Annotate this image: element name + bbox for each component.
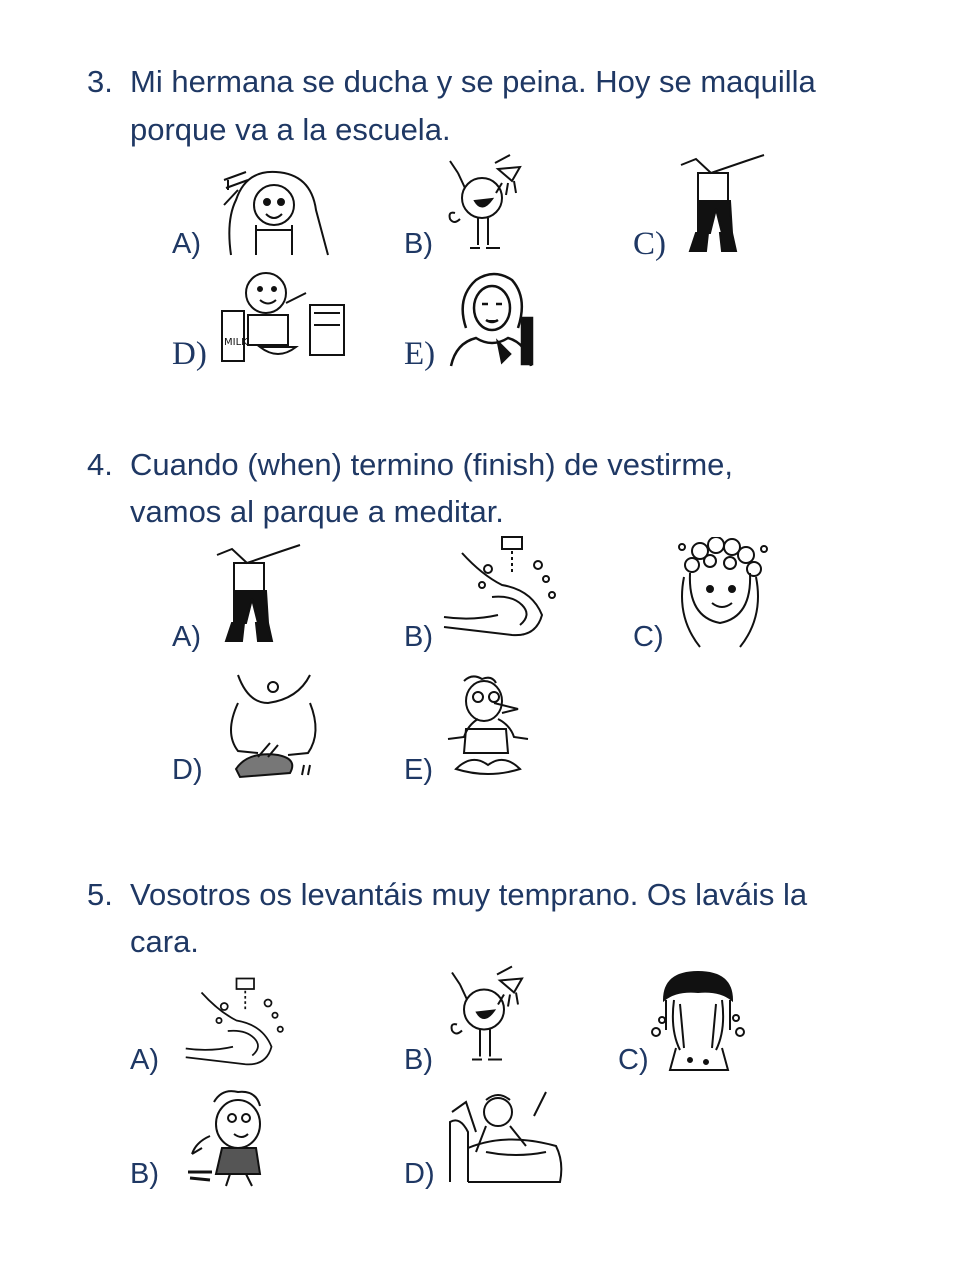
option-label[interactable]: C)	[618, 1044, 649, 1076]
boy-washing-hair-icon[interactable]	[670, 537, 770, 649]
option-label[interactable]: B)	[404, 1044, 433, 1076]
option-label[interactable]: A)	[130, 1044, 159, 1076]
question-number: 5.	[87, 877, 113, 912]
question-text-line: porque va a la escuela.	[130, 112, 451, 147]
washing-face-icon[interactable]	[650, 970, 748, 1072]
option-label[interactable]: C)	[633, 621, 664, 653]
option-label[interactable]: E)	[404, 336, 436, 372]
option-label[interactable]: B)	[130, 1158, 159, 1190]
question-number: 3.	[87, 64, 113, 99]
boy-eating-breakfast-icon[interactable]	[218, 265, 350, 365]
question-text-line: cara.	[130, 924, 199, 959]
question-text-line: vamos al parque a meditar.	[130, 494, 504, 529]
svg-text:MILK: MILK	[224, 337, 248, 348]
option-label[interactable]: D)	[172, 336, 207, 372]
option-label[interactable]: A)	[172, 228, 201, 260]
option-label[interactable]: C)	[633, 226, 666, 262]
question-text-line: Cuando (when) termino (finish) de vestirme,	[130, 447, 734, 482]
question-text-line: Mi hermana se ducha y se peina. Hoy se maquilla	[130, 64, 816, 99]
option-label[interactable]: D)	[172, 754, 203, 786]
boy-getting-dressed-icon[interactable]	[676, 153, 771, 258]
woman-putting-on-makeup-icon[interactable]	[446, 268, 536, 368]
boy-getting-dressed-icon[interactable]	[212, 543, 307, 648]
option-label[interactable]: B)	[404, 621, 433, 653]
girl-combing-hair-icon[interactable]	[216, 160, 331, 260]
person-showering-icon[interactable]	[440, 153, 530, 258]
person-showering-icon[interactable]	[442, 962, 532, 1072]
man-meditating-icon[interactable]	[442, 673, 534, 781]
person-waking-up-icon[interactable]	[446, 1082, 568, 1190]
option-label[interactable]: B)	[404, 228, 433, 260]
tying-shoes-icon[interactable]	[218, 673, 328, 783]
option-label[interactable]: D)	[404, 1158, 435, 1190]
washing-hands-icon[interactable]	[184, 975, 296, 1073]
boy-brushing-teeth-icon[interactable]	[186, 1088, 282, 1188]
question-text-line: Vosotros os levantáis muy temprano. Os laváis la	[130, 877, 808, 912]
question-number: 4.	[87, 447, 113, 482]
option-label[interactable]: E)	[404, 754, 433, 786]
option-label[interactable]: A)	[172, 621, 201, 653]
washing-hands-icon[interactable]	[442, 535, 570, 643]
